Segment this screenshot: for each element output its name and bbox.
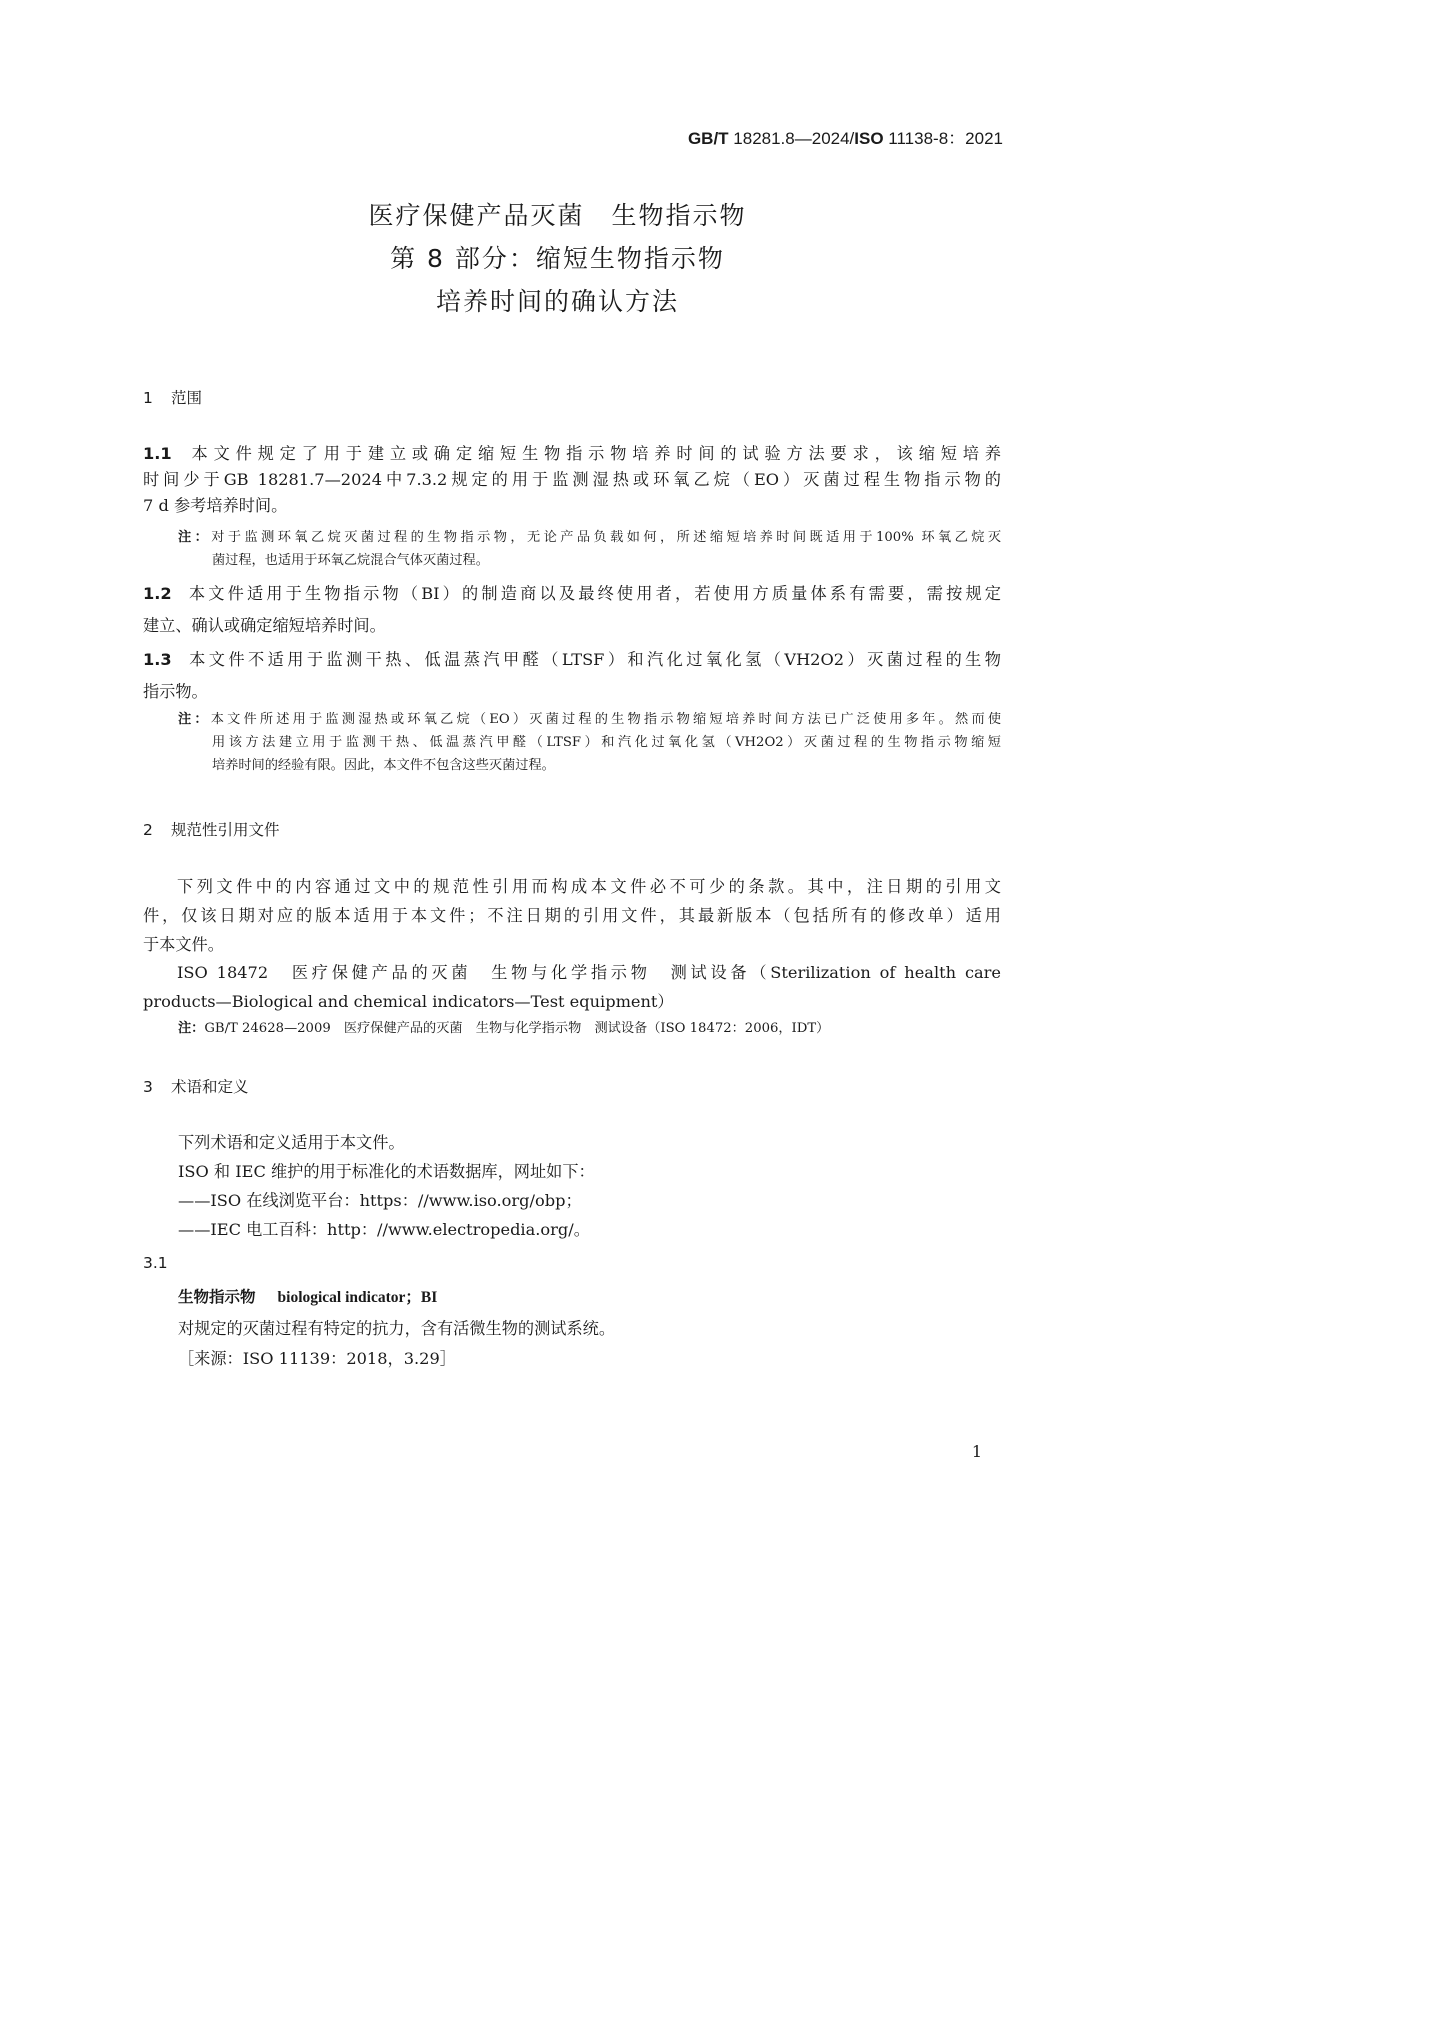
note-1-3-label: 注： (178, 712, 211, 727)
clause-1-1 (143, 441, 1001, 519)
section-2-intro-line-1: 下列文件中的内容通过文中的规范性引用而构成本文件必不可少的条款。其中，注日期的引用文 (177, 877, 1001, 896)
note-1-1-line-2: 菌过程，也适用于环氧乙烷混合气体灭菌过程。 (212, 553, 489, 568)
page-number: 1 (971, 1442, 982, 1461)
iec-electropedia-link[interactable]: ——IEC 电工百科：http：//www.electropedia.org/。 (178, 1220, 590, 1239)
note-1-3-line-3: 培养时间的经验有限。因此，本文件不包含这些灭菌过程。 (212, 758, 555, 773)
clause-1-1-line-2: 时间少于GB 18281.7—2024中7.3.2规定的用于监测湿热或环氧乙烷（EO）灭菌过程生物指示物的 (143, 470, 1001, 489)
clause-1-3-number: 1.3 (143, 650, 172, 669)
note-section-2-text: GB/T 24628—2009 医疗保健产品的灭菌 生物与化学指示物 测试设备（ISO 18472：2006，IDT） (204, 1021, 830, 1036)
std-suffix: 11138-8：2021 (883, 129, 1003, 148)
terminology-database-line: ISO 和 IEC 维护的用于标准化的术语数据库，网址如下： (178, 1162, 595, 1181)
iso-obp-link[interactable]: ——ISO 在线浏览平台：https：//www.iso.org/obp； (178, 1191, 582, 1210)
section-3-number: 3 (143, 1078, 153, 1096)
term-entry (178, 1285, 437, 1307)
std-middle: 18281.8—2024/ (728, 129, 855, 148)
section-2-intro-line-3: 于本文件。 (143, 935, 224, 954)
reference-line-2: products—Biological and chemical indicators—Test equipment） (143, 992, 674, 1011)
standard-number (688, 124, 1003, 149)
clause-1-3-line-2: 指示物。 (143, 682, 208, 701)
clause-1-3 (143, 647, 1001, 705)
section-3-intro: 下列术语和定义适用于本文件。 (178, 1133, 405, 1152)
section-1-number: 1 (143, 389, 153, 407)
note-1-3-line-1: 本文件所述用于监测湿热或环氧乙烷（EO）灭菌过程的生物指示物缩短培养时间方法已广泛使用多年。然而使 (210, 712, 1002, 727)
clause-1-2-number: 1.2 (143, 584, 172, 603)
clause-1-2 (143, 581, 1001, 639)
note-1-3-line-2: 用该方法建立用于监测干热、低温蒸汽甲醛（LTSF）和汽化过氧化氢（VH2O2）灭菌过程的生物指示物缩短 (212, 735, 1001, 750)
section-2-number: 2 (143, 821, 153, 839)
clause-1-1-line-3: 7 d 参考培养时间。 (143, 496, 288, 515)
term-definition: 对规定的灭菌过程有特定的抗力，含有活微生物的测试系统。 (178, 1319, 616, 1338)
title-line-3: 培养时间的确认方法 (435, 287, 679, 316)
section-2-intro (143, 874, 1001, 958)
term-number: 3.1 (143, 1254, 168, 1272)
section-3-title: 术语和定义 (171, 1078, 249, 1096)
section-1-title: 范围 (171, 389, 203, 407)
section-2-title: 规范性引用文件 (171, 821, 280, 839)
clause-1-1-line-1: 本文件规定了用于建立或确定缩短生物指示物培养时间的试验方法要求，该缩短培养 (185, 444, 1001, 463)
term-source: ［来源：ISO 11139：2018，3.29］ (178, 1349, 456, 1368)
note-1-1-label: 注： (178, 530, 212, 545)
note-section-2 (178, 1017, 1001, 1040)
section-2-heading (143, 818, 280, 840)
section-3-heading (143, 1075, 249, 1097)
std-iso: ISO (854, 129, 884, 148)
note-1-3 (178, 708, 1001, 777)
clause-1-2-line-2: 建立、确认或确定缩短培养时间。 (143, 616, 386, 635)
clause-1-3-line-1: 本文件不适用于监测干热、低温蒸汽甲醛（LTSF）和汽化过氧化氢（VH2O2）灭菌过程的生物 (185, 650, 1001, 669)
section-2-intro-line-2: 件，仅该日期对应的版本适用于本文件；不注日期的引用文件，其最新版本（包括所有的修改单）适用 (143, 906, 1001, 925)
clause-1-2-line-1: 本文件适用于生物指示物（BI）的制造商以及最终使用者，若使用方质量体系有需要，需按规定 (185, 584, 1001, 603)
reference-line-1: ISO 18472 医疗保健产品的灭菌 生物与化学指示物 测试设备（Sterilization of health care (177, 963, 1001, 982)
title-line-1: 医疗保健产品灭菌 生物指示物 (368, 201, 747, 230)
clause-1-1-number: 1.1 (143, 444, 172, 463)
normative-reference (143, 960, 1001, 1015)
term-english: biological indicator；BI (277, 1289, 438, 1306)
note-section-2-label: 注： (178, 1021, 205, 1036)
note-1-1 (178, 526, 1001, 572)
std-prefix: GB/T (687, 129, 729, 148)
title-line-2: 第 8 部分：缩短生物指示物 (390, 244, 725, 273)
term-chinese: 生物指示物 (178, 1288, 256, 1306)
section-1-heading (143, 386, 202, 408)
note-1-1-line-1: 对于监测环氧乙烷灭菌过程的生物指示物，无论产品负载如何，所述缩短培养时间既适用于100% 环氧乙烷灭 (211, 530, 1002, 545)
